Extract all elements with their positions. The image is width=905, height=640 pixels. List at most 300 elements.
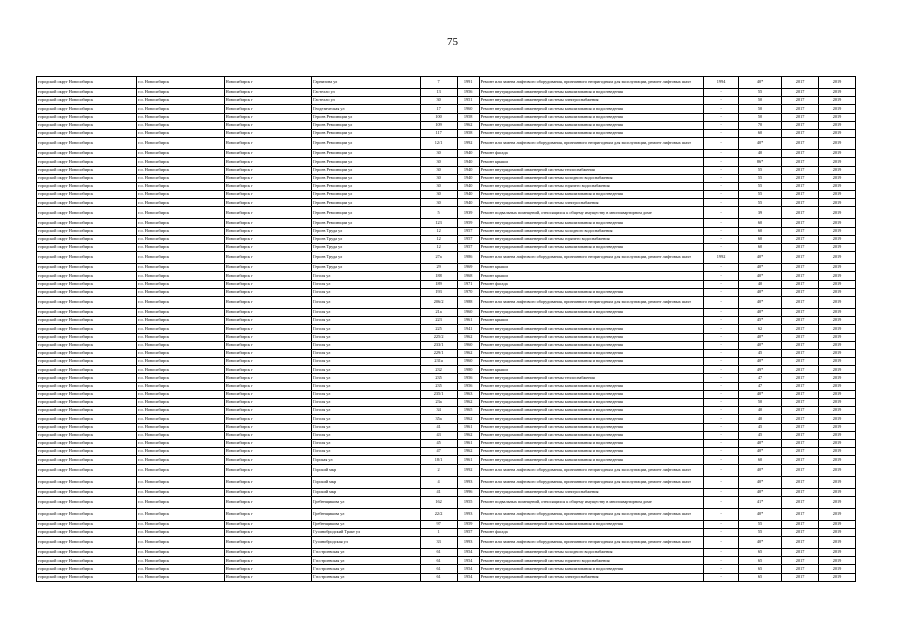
street-cell: Гоголя ул <box>312 272 421 280</box>
house-number-cell: 34 <box>420 407 457 415</box>
period-end-cell: 2019 <box>819 244 856 252</box>
wear-percent-cell: 50 <box>738 399 781 407</box>
period-start-cell: 2017 <box>782 252 819 264</box>
locality-cell: Новосибирск г <box>224 528 311 536</box>
period-end-cell: 2019 <box>819 358 856 366</box>
period-start-cell: 2017 <box>782 219 819 227</box>
street-cell: Гоголя ул <box>312 407 421 415</box>
table-row <box>37 105 856 113</box>
settlement-cell: г.о. Новосибирск <box>137 390 224 398</box>
settlement-cell: г.о. Новосибирск <box>137 129 224 137</box>
previous-repair-cell: - <box>704 138 739 150</box>
table-row <box>37 448 856 456</box>
work-type-cell: Ремонт внутридомовой инженерной системы канализования и водоотведения <box>479 407 704 415</box>
district-cell: городской округ Новосибирск <box>37 150 137 158</box>
table-row <box>37 207 856 219</box>
build-year-cell: 1960 <box>457 308 479 316</box>
previous-repair-cell: - <box>704 549 739 557</box>
wear-percent-cell: 55 <box>738 182 781 190</box>
settlement-cell: г.о. Новосибирск <box>137 366 224 374</box>
house-number-cell: 117 <box>420 129 457 137</box>
house-number-cell: 22/2 <box>420 508 457 520</box>
build-year-cell: 1962 <box>457 399 479 407</box>
work-type-cell: Ремонт или замена лифтового оборудования, признанного непригодным для эксплуатации, ремонт лифтовых шахт <box>479 138 704 150</box>
previous-repair-cell: - <box>704 439 739 447</box>
period-start-cell: 2017 <box>782 191 819 199</box>
period-start-cell: 2017 <box>782 280 819 288</box>
period-end-cell: 2019 <box>819 288 856 296</box>
wear-percent-cell: 40* <box>738 333 781 341</box>
previous-repair-cell: - <box>704 565 739 573</box>
house-number-cell: 17 <box>420 105 457 113</box>
period-end-cell: 2019 <box>819 325 856 333</box>
period-start-cell: 2017 <box>782 121 819 129</box>
wear-percent-cell: 55 <box>738 89 781 97</box>
wear-percent-cell: 55 <box>738 528 781 536</box>
build-year-cell: 1965 <box>457 407 479 415</box>
table-row <box>37 252 856 264</box>
work-type-cell: Ремонт или замена лифтового оборудования, признанного непригодным для эксплуатации, ремонт лифтовых шахт <box>479 537 704 549</box>
build-year-cell: 1955 <box>457 496 479 508</box>
previous-repair-cell: - <box>704 358 739 366</box>
street-cell: Гэсстроевская ул <box>312 565 421 573</box>
locality-cell: Новосибирск г <box>224 191 311 199</box>
period-end-cell: 2019 <box>819 227 856 235</box>
period-end-cell: 2019 <box>819 549 856 557</box>
previous-repair-cell: - <box>704 244 739 252</box>
period-end-cell: 2019 <box>819 374 856 382</box>
street-cell: Героев Революции ул <box>312 113 421 121</box>
previous-repair-cell: - <box>704 488 739 496</box>
house-number-cell: 13 <box>420 89 457 97</box>
period-start-cell: 2017 <box>782 227 819 235</box>
house-number-cell: 235/1 <box>420 390 457 398</box>
build-year-cell: 1957 <box>457 528 479 536</box>
locality-cell: Новосибирск г <box>224 366 311 374</box>
previous-repair-cell: - <box>704 407 739 415</box>
work-type-cell: Ремонт или замена лифтового оборудования, признанного непригодным для эксплуатации, ремонт лифтовых шахт <box>479 77 704 89</box>
work-type-cell: Ремонт внутридомовой инженерной системы канализования и водоотведения <box>479 431 704 439</box>
period-start-cell: 2017 <box>782 272 819 280</box>
street-cell: Гребенщикова ул <box>312 508 421 520</box>
street-cell: Гоголя ул <box>312 325 421 333</box>
table-row <box>37 488 856 496</box>
build-year-cell: 1992 <box>457 464 479 476</box>
locality-cell: Новосибирск г <box>224 288 311 296</box>
table-row <box>37 158 856 166</box>
district-cell: городской округ Новосибирск <box>37 252 137 264</box>
table-row <box>37 97 856 105</box>
previous-repair-cell: - <box>704 150 739 158</box>
locality-cell: Новосибирск г <box>224 244 311 252</box>
locality-cell: Новосибирск г <box>224 341 311 349</box>
house-number-cell: 61 <box>420 573 457 581</box>
settlement-cell: г.о. Новосибирск <box>137 528 224 536</box>
build-year-cell: 1940 <box>457 150 479 158</box>
period-start-cell: 2017 <box>782 488 819 496</box>
period-end-cell: 2019 <box>819 113 856 121</box>
period-start-cell: 2017 <box>782 97 819 105</box>
build-year-cell: 1996 <box>457 488 479 496</box>
table-row <box>37 288 856 296</box>
previous-repair-cell: - <box>704 528 739 536</box>
wear-percent-cell: 45* <box>738 317 781 325</box>
work-type-cell: Ремонт внутридомовой инженерной системы канализования и водоотведения <box>479 456 704 464</box>
house-number-cell: 30 <box>420 191 457 199</box>
house-number-cell: 123 <box>420 219 457 227</box>
work-type-cell: Ремонт или замена лифтового оборудования, признанного непригодным для эксплуатации, ремонт лифтовых шахт <box>479 464 704 476</box>
period-start-cell: 2017 <box>782 476 819 488</box>
house-number-cell: 12 <box>420 235 457 243</box>
house-number-cell: 100 <box>420 113 457 121</box>
table-row <box>37 341 856 349</box>
settlement-cell: г.о. Новосибирск <box>137 227 224 235</box>
previous-repair-cell: - <box>704 496 739 508</box>
previous-repair-cell: - <box>704 415 739 423</box>
table-row <box>37 423 856 431</box>
previous-repair-cell: - <box>704 508 739 520</box>
wear-percent-cell: 62 <box>738 325 781 333</box>
house-number-cell: 232 <box>420 366 457 374</box>
house-number-cell: 235 <box>420 382 457 390</box>
period-end-cell: 2019 <box>819 464 856 476</box>
street-cell: Гоголя ул <box>312 308 421 316</box>
district-cell: городской округ Новосибирск <box>37 496 137 508</box>
period-end-cell: 2019 <box>819 415 856 423</box>
build-year-cell: 1957 <box>457 227 479 235</box>
street-cell: Горский мкр <box>312 488 421 496</box>
previous-repair-cell: - <box>704 390 739 398</box>
period-start-cell: 2017 <box>782 166 819 174</box>
house-number-cell: 231а <box>420 358 457 366</box>
locality-cell: Новосибирск г <box>224 121 311 129</box>
period-end-cell: 2019 <box>819 456 856 464</box>
table-row <box>37 508 856 520</box>
work-type-cell: Ремонт внутридомовой инженерной системы электроснабжения <box>479 488 704 496</box>
settlement-cell: г.о. Новосибирск <box>137 341 224 349</box>
table-row <box>37 573 856 581</box>
table-row <box>37 199 856 207</box>
district-cell: городской округ Новосибирск <box>37 166 137 174</box>
settlement-cell: г.о. Новосибирск <box>137 333 224 341</box>
build-year-cell: 1970 <box>457 288 479 296</box>
period-start-cell: 2017 <box>782 244 819 252</box>
settlement-cell: г.о. Новосибирск <box>137 496 224 508</box>
previous-repair-cell: - <box>704 448 739 456</box>
table-row <box>37 565 856 573</box>
previous-repair-cell: - <box>704 333 739 341</box>
period-end-cell: 2019 <box>819 89 856 97</box>
work-type-cell: Ремонт внутридомовой инженерной системы горячего водоснабжения <box>479 557 704 565</box>
wear-percent-cell: 60 <box>738 235 781 243</box>
build-year-cell: 1971 <box>457 280 479 288</box>
table-row <box>37 407 856 415</box>
street-cell: Гоголя ул <box>312 341 421 349</box>
period-start-cell: 2017 <box>782 390 819 398</box>
district-cell: городской округ Новосибирск <box>37 219 137 227</box>
settlement-cell: г.о. Новосибирск <box>137 317 224 325</box>
work-type-cell: Ремонт или замена лифтового оборудования, признанного непригодным для эксплуатации, ремонт лифтовых шахт <box>479 252 704 264</box>
street-cell: Героев Революции ул <box>312 138 421 150</box>
previous-repair-cell: - <box>704 89 739 97</box>
district-cell: городской округ Новосибирск <box>37 317 137 325</box>
build-year-cell: 1963 <box>457 390 479 398</box>
district-cell: городской округ Новосибирск <box>37 207 137 219</box>
previous-repair-cell: - <box>704 182 739 190</box>
work-type-cell: Ремонт внутридомовой инженерной системы канализования и водоотведения <box>479 191 704 199</box>
build-year-cell: 1954 <box>457 565 479 573</box>
district-cell: городской округ Новосибирск <box>37 280 137 288</box>
table-row <box>37 129 856 137</box>
previous-repair-cell: - <box>704 199 739 207</box>
street-cell: Геодезическая ул <box>312 105 421 113</box>
house-number-cell: 162 <box>420 496 457 508</box>
period-start-cell: 2017 <box>782 399 819 407</box>
house-number-cell: 30 <box>420 150 457 158</box>
house-number-cell: 45 <box>420 439 457 447</box>
locality-cell: Новосибирск г <box>224 374 311 382</box>
period-end-cell: 2019 <box>819 496 856 508</box>
house-number-cell: 223 <box>420 317 457 325</box>
locality-cell: Новосибирск г <box>224 182 311 190</box>
previous-repair-cell: - <box>704 280 739 288</box>
period-start-cell: 2017 <box>782 341 819 349</box>
locality-cell: Новосибирск г <box>224 399 311 407</box>
period-end-cell: 2019 <box>819 138 856 150</box>
district-cell: городской округ Новосибирск <box>37 129 137 137</box>
build-year-cell: 1959 <box>457 219 479 227</box>
wear-percent-cell: 40* <box>738 288 781 296</box>
settlement-cell: г.о. Новосибирск <box>137 138 224 150</box>
table-row <box>37 325 856 333</box>
period-start-cell: 2017 <box>782 138 819 150</box>
work-type-cell: Ремонт или замена лифтового оборудования, признанного непригодным для эксплуатации, ремонт лифтовых шахт <box>479 296 704 308</box>
work-type-cell: Ремонт подвальных помещений, относящихся к общему имуществу в многоквартирном доме <box>479 207 704 219</box>
table-row <box>37 89 856 97</box>
locality-cell: Новосибирск г <box>224 423 311 431</box>
work-type-cell: Ремонт внутридомовой инженерной системы канализования и водоотведения <box>479 390 704 398</box>
work-type-cell: Ремонт фасада <box>479 280 704 288</box>
district-cell: городской округ Новосибирск <box>37 537 137 549</box>
work-type-cell: Ремонт внутридомовой инженерной системы канализования и водоотведения <box>479 89 704 97</box>
locality-cell: Новосибирск г <box>224 105 311 113</box>
wear-percent-cell: 40* <box>738 448 781 456</box>
house-number-cell: 4 <box>420 476 457 488</box>
wear-percent-cell: 65 <box>738 573 781 581</box>
period-start-cell: 2017 <box>782 129 819 137</box>
district-cell: городской округ Новосибирск <box>37 456 137 464</box>
district-cell: городской округ Новосибирск <box>37 227 137 235</box>
street-cell: Героев Революции ул <box>312 129 421 137</box>
street-cell: Горский мкр <box>312 476 421 488</box>
locality-cell: Новосибирск г <box>224 89 311 97</box>
house-number-cell: 30 <box>420 97 457 105</box>
district-cell: городской округ Новосибирск <box>37 366 137 374</box>
house-number-cell: 12/1 <box>420 138 457 150</box>
period-start-cell: 2017 <box>782 565 819 573</box>
street-cell: Героев Труда ул <box>312 235 421 243</box>
period-end-cell: 2019 <box>819 520 856 528</box>
build-year-cell: 1980 <box>457 366 479 374</box>
street-cell: Героев Труда ул <box>312 252 421 264</box>
settlement-cell: г.о. Новосибирск <box>137 382 224 390</box>
work-type-cell: Ремонт внутридомовой инженерной системы канализования и водоотведения <box>479 439 704 447</box>
period-end-cell: 2019 <box>819 219 856 227</box>
house-number-cell: 18/1 <box>420 456 457 464</box>
wear-percent-cell: 40* <box>738 488 781 496</box>
period-end-cell: 2019 <box>819 573 856 581</box>
house-number-cell: 30 <box>420 166 457 174</box>
previous-repair-cell: - <box>704 537 739 549</box>
district-cell: городской округ Новосибирск <box>37 89 137 97</box>
previous-repair-cell: - <box>704 288 739 296</box>
locality-cell: Новосибирск г <box>224 174 311 182</box>
locality-cell: Новосибирск г <box>224 113 311 121</box>
table-row <box>37 399 856 407</box>
work-type-cell: Ремонт фасада <box>479 528 704 536</box>
previous-repair-cell: - <box>704 191 739 199</box>
wear-percent-cell: 40* <box>738 296 781 308</box>
table-row <box>37 557 856 565</box>
street-cell: Гоголя ул <box>312 349 421 357</box>
table-row <box>37 227 856 235</box>
street-cell: Гарнизона ул <box>312 77 421 89</box>
work-type-cell: Ремонт внутридомовой инженерной системы канализования и водоотведения <box>479 244 704 252</box>
build-year-cell: 1954 <box>457 549 479 557</box>
wear-percent-cell: 65 <box>738 549 781 557</box>
table-row <box>37 358 856 366</box>
wear-percent-cell: 45 <box>738 423 781 431</box>
district-cell: городской округ Новосибирск <box>37 138 137 150</box>
district-cell: городской округ Новосибирск <box>37 407 137 415</box>
previous-repair-cell: - <box>704 272 739 280</box>
work-type-cell: Ремонт внутридомовой инженерной системы канализования и водоотведения <box>479 520 704 528</box>
period-end-cell: 2019 <box>819 105 856 113</box>
work-type-cell: Ремонт внутридомовой инженерной системы холодного водоснабжения <box>479 227 704 235</box>
locality-cell: Новосибирск г <box>224 77 311 89</box>
locality-cell: Новосибирск г <box>224 390 311 398</box>
period-end-cell: 2019 <box>819 166 856 174</box>
wear-percent-cell: 45 <box>738 431 781 439</box>
work-type-cell: Ремонт внутридомовой инженерной системы канализования и водоотведения <box>479 113 704 121</box>
house-number-cell: 41 <box>420 423 457 431</box>
wear-percent-cell: 40* <box>738 308 781 316</box>
house-number-cell: 30 <box>420 199 457 207</box>
locality-cell: Новосибирск г <box>224 219 311 227</box>
period-end-cell: 2019 <box>819 448 856 456</box>
district-cell: городской округ Новосибирск <box>37 476 137 488</box>
house-number-cell: 30 <box>420 158 457 166</box>
street-cell: Гэсстроевская ул <box>312 557 421 565</box>
house-number-cell: 27а <box>420 252 457 264</box>
table-row <box>37 308 856 316</box>
house-number-cell: 225 <box>420 325 457 333</box>
build-year-cell: 1940 <box>457 182 479 190</box>
table-row <box>37 317 856 325</box>
street-cell: Гастелло ул <box>312 97 421 105</box>
street-cell: Героев Труда ул <box>312 227 421 235</box>
table-row <box>37 374 856 382</box>
locality-cell: Новосибирск г <box>224 138 311 150</box>
district-cell: городской округ Новосибирск <box>37 549 137 557</box>
district-cell: городской округ Новосибирск <box>37 191 137 199</box>
previous-repair-cell: - <box>704 219 739 227</box>
build-year-cell: 1993 <box>457 476 479 488</box>
previous-repair-cell: - <box>704 325 739 333</box>
house-number-cell: 41 <box>420 488 457 496</box>
wear-percent-cell: 55 <box>738 199 781 207</box>
work-type-cell: Ремонт внутридомовой инженерной системы горячего водоснабжения <box>479 235 704 243</box>
locality-cell: Новосибирск г <box>224 573 311 581</box>
period-end-cell: 2019 <box>819 488 856 496</box>
work-type-cell: Ремонт крыши <box>479 272 704 280</box>
build-year-cell: 1956 <box>457 374 479 382</box>
table-row <box>37 496 856 508</box>
locality-cell: Новосибирск г <box>224 496 311 508</box>
district-cell: городской округ Новосибирск <box>37 325 137 333</box>
settlement-cell: г.о. Новосибирск <box>137 174 224 182</box>
district-cell: городской округ Новосибирск <box>37 439 137 447</box>
house-number-cell: 206/2 <box>420 296 457 308</box>
build-year-cell: 1960 <box>457 341 479 349</box>
previous-repair-cell: - <box>704 366 739 374</box>
wear-percent-cell: 40* <box>738 138 781 150</box>
settlement-cell: г.о. Новосибирск <box>137 399 224 407</box>
locality-cell: Новосибирск г <box>224 358 311 366</box>
build-year-cell: 1954 <box>457 557 479 565</box>
build-year-cell: 1961 <box>457 317 479 325</box>
locality-cell: Новосибирск г <box>224 199 311 207</box>
settlement-cell: г.о. Новосибирск <box>137 121 224 129</box>
locality-cell: Новосибирск г <box>224 272 311 280</box>
settlement-cell: г.о. Новосибирск <box>137 191 224 199</box>
house-number-cell: 109 <box>420 121 457 129</box>
wear-percent-cell: 40* <box>738 272 781 280</box>
wear-percent-cell: 50 <box>738 105 781 113</box>
work-type-cell: Ремонт внутридомовой инженерной системы теплоснабжения <box>479 166 704 174</box>
build-year-cell: 1951 <box>457 97 479 105</box>
settlement-cell: г.о. Новосибирск <box>137 464 224 476</box>
table-row <box>37 280 856 288</box>
street-cell: Горский мкр <box>312 464 421 476</box>
street-cell: Героев Революции ул <box>312 207 421 219</box>
period-end-cell: 2019 <box>819 333 856 341</box>
work-type-cell: Ремонт крыши <box>479 264 704 272</box>
period-end-cell: 2019 <box>819 399 856 407</box>
registry-body <box>37 77 856 582</box>
wear-percent-cell: 40* <box>738 537 781 549</box>
build-year-cell: 1962 <box>457 431 479 439</box>
previous-repair-cell: - <box>704 113 739 121</box>
house-number-cell: 30 <box>420 182 457 190</box>
settlement-cell: г.о. Новосибирск <box>137 415 224 423</box>
period-start-cell: 2017 <box>782 573 819 581</box>
locality-cell: Новосибирск г <box>224 415 311 423</box>
work-type-cell: Ремонт крыши <box>479 158 704 166</box>
table-row <box>37 296 856 308</box>
previous-repair-cell: - <box>704 573 739 581</box>
district-cell: городской округ Новосибирск <box>37 573 137 581</box>
street-cell: Гоголя ул <box>312 333 421 341</box>
work-type-cell: Ремонт внутридомовой инженерной системы холодного водоснабжения <box>479 174 704 182</box>
table-row <box>37 174 856 182</box>
wear-percent-cell: 60 <box>738 129 781 137</box>
locality-cell: Новосибирск г <box>224 150 311 158</box>
previous-repair-cell: - <box>704 207 739 219</box>
work-type-cell: Ремонт внутридомовой инженерной системы канализования и водоотведения <box>479 325 704 333</box>
street-cell: Героев Революции ул <box>312 199 421 207</box>
locality-cell: Новосибирск г <box>224 508 311 520</box>
